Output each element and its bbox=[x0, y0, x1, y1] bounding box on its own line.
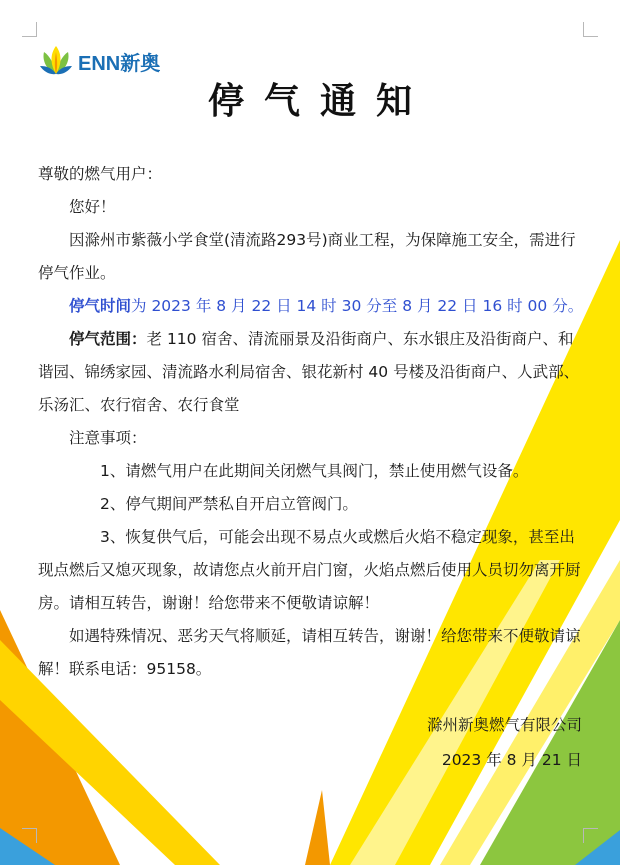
crop-mark-top-left bbox=[22, 22, 37, 37]
outage-scope bbox=[38, 323, 586, 422]
intro-paragraph: 因滁州市紫薇小学食堂(清流路293号)商业工程，为保障施工安全，需进行停气作业。 bbox=[38, 231, 576, 282]
brand-name: ENN新奥 bbox=[78, 52, 161, 75]
orange-ray-center bbox=[305, 790, 330, 865]
enn-logo bbox=[38, 44, 160, 78]
closing-paragraph: 如遇特殊情况、恶劣天气将顺延，请相互转告，谢谢！给您带来不便敬请谅解！联系电话：95158。 bbox=[38, 627, 581, 678]
note-item-1: 1、请燃气用户在此期间关闭燃气具阀门，禁止使用燃气设备。 bbox=[100, 462, 529, 480]
signature-date: 2023 年 8 月 21 日 bbox=[441, 751, 582, 769]
note-item-3: 3、恢复供气后，可能会出现不易点火或燃后火焰不稳定现象，甚至出现点燃后又熄灭现象，故请您点火前开启门窗，火焰点燃后使用人员切勿离开厨房。请相互转告，谢谢！给您带来不便敬请谅解！ bbox=[38, 528, 581, 612]
page-title: 停气通知 bbox=[207, 81, 432, 122]
signature-company: 滁州新奥燃气有限公司 bbox=[426, 716, 582, 734]
notes-heading: 注意事项： bbox=[69, 429, 147, 447]
outage-time-label: 停气时间 bbox=[69, 297, 132, 315]
crop-mark-top-right bbox=[583, 22, 598, 37]
note-item-2: 2、停气期间严禁私自开启立管阀门。 bbox=[100, 495, 358, 513]
outage-scope-label: 停气范围： bbox=[69, 330, 147, 348]
greeting: 您好！ bbox=[69, 198, 116, 216]
outage-time-text: 为 2023 年 8 月 22 日 14 时 30 分至 8 月 22 日 16 时 00 分。 bbox=[131, 297, 584, 315]
outage-scope-text: 老 110 宿舍、清流丽景及沿街商户、东水银庄及沿街商户、和谐园、锦绣家园、清流路水利局宿舍、银花新村 40 号楼及沿街商户、人武部、乐汤汇、农行宿舍、农行食堂 bbox=[38, 330, 580, 414]
crop-mark-bottom-left bbox=[22, 828, 37, 843]
outage-time bbox=[38, 290, 586, 323]
enn-leaf-icon bbox=[38, 44, 74, 78]
salutation: 尊敬的燃气用户： bbox=[38, 165, 163, 183]
notice-body bbox=[38, 158, 586, 686]
crop-mark-bottom-right bbox=[583, 828, 598, 843]
